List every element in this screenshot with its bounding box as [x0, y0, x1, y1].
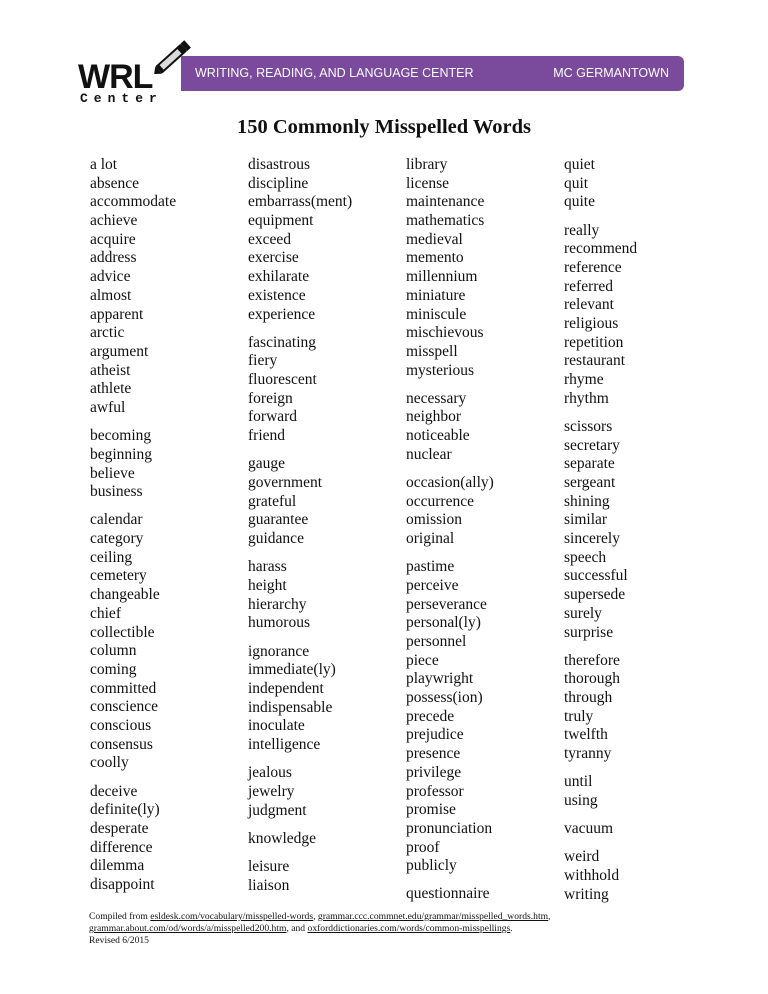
footer-separator: , and: [286, 923, 308, 934]
word-item: acquire: [90, 230, 136, 248]
word-item: gauge: [248, 455, 286, 473]
word-column-4: [564, 156, 637, 904]
word-item: guidance: [248, 530, 304, 548]
word-item: dilemma: [90, 857, 145, 875]
word-item: personnel: [406, 633, 467, 650]
word-item: embarrass(ment): [248, 193, 353, 211]
footer-separator: ,: [313, 911, 318, 922]
word-item: relevant: [564, 296, 614, 314]
word-item: changeable: [90, 586, 160, 604]
word-item: questionnaire: [406, 885, 490, 903]
word-item: omission: [406, 511, 462, 529]
word-item: successful: [564, 567, 628, 585]
word-item: indispensable: [248, 698, 333, 716]
word-item: restaurant: [564, 352, 626, 370]
word-item: humorous: [248, 614, 310, 632]
banner-campus: MC GERMANTOWN: [553, 66, 669, 80]
source-link-oxford[interactable]: oxforddictionaries.com/words/common-misspellings: [307, 923, 511, 934]
word-item: writing: [564, 885, 609, 903]
word-item: column: [90, 642, 137, 660]
word-item: memento: [406, 249, 464, 267]
word-item: hierarchy: [248, 595, 307, 613]
word-item: surely: [564, 604, 602, 622]
word-item: becoming: [90, 427, 152, 445]
word-item: sergeant: [564, 474, 616, 491]
word-item: occurrence: [406, 492, 474, 510]
word-item: truly: [564, 707, 594, 725]
word-item: prejudice: [406, 726, 464, 744]
word-item: harass: [248, 558, 287, 576]
word-item: recommend: [564, 240, 638, 258]
word-item: misspell: [406, 342, 458, 360]
word-item: vacuum: [564, 820, 614, 838]
word-item: collectible: [90, 623, 155, 641]
word-item: jewelry: [248, 782, 295, 800]
word-item: believe: [90, 464, 135, 482]
word-item: speech: [564, 548, 607, 566]
word-item: calendar: [90, 511, 143, 529]
word-item: professor: [406, 782, 464, 800]
revision-date: Revised 6/2015: [89, 935, 149, 946]
word-item: weird: [564, 848, 600, 866]
word-item: separate: [564, 455, 615, 473]
header-banner: [181, 56, 684, 91]
source-link-grammar-ccc[interactable]: grammar.ccc.commnet.edu/grammar/misspelled_words.htm: [317, 911, 549, 922]
word-item: medieval: [406, 230, 463, 248]
word-item: shining: [564, 492, 610, 510]
word-item: mathematics: [406, 212, 485, 230]
word-item: maintenance: [406, 193, 485, 211]
word-item: exercise: [248, 249, 299, 267]
word-item: repetition: [564, 333, 624, 351]
word-item: religious: [564, 315, 619, 332]
word-item: ceiling: [90, 548, 133, 566]
word-item: fluorescent: [248, 371, 317, 389]
word-item: address: [90, 249, 137, 267]
word-item: publicly: [406, 857, 457, 875]
word-item: really: [564, 221, 600, 239]
word-item: conscious: [90, 716, 152, 734]
word-item: scissors: [564, 417, 613, 435]
word-item: quit: [564, 174, 589, 192]
word-item: government: [248, 474, 323, 491]
word-column-2: [248, 156, 352, 895]
word-item: mischievous: [406, 324, 484, 342]
word-item: disappoint: [90, 875, 155, 893]
word-item: nuclear: [406, 445, 452, 463]
word-item: accommodate: [90, 193, 177, 211]
word-item: almost: [90, 286, 132, 304]
word-item: category: [90, 530, 144, 548]
word-item: immediate(ly): [248, 661, 336, 679]
word-column-3: [406, 156, 494, 904]
source-link-grammar-about[interactable]: grammar.about.com/od/words/a/misspelled200.htm: [89, 923, 287, 934]
word-item: height: [248, 576, 287, 594]
word-column-1: [90, 156, 176, 895]
word-item: noticeable: [406, 427, 470, 445]
word-item: until: [564, 773, 593, 791]
word-item: rhyme: [564, 371, 604, 389]
word-item: coolly: [90, 754, 129, 772]
word-item: neighbor: [406, 408, 462, 426]
footer-credits: [89, 911, 709, 947]
word-item: consensus: [90, 735, 153, 753]
word-item: promise: [406, 801, 456, 819]
word-item: exhilarate: [248, 268, 310, 286]
word-item: piece: [406, 651, 439, 669]
word-item: definite(ly): [90, 801, 160, 819]
word-item: necessary: [406, 389, 467, 407]
word-item: friend: [248, 427, 286, 445]
word-item: athlete: [90, 380, 132, 398]
word-item: jealous: [248, 764, 292, 782]
word-item: experience: [248, 305, 316, 323]
word-item: fascinating: [248, 333, 317, 351]
word-item: awful: [90, 398, 126, 416]
word-item: sincerely: [564, 530, 620, 548]
word-item: beginning: [90, 445, 152, 463]
word-item: therefore: [564, 651, 620, 669]
word-item: proof: [406, 838, 440, 856]
word-item: withhold: [564, 867, 620, 885]
word-item: liaison: [248, 876, 290, 894]
word-item: secretary: [564, 436, 620, 454]
word-item: pronunciation: [406, 819, 493, 837]
word-item: inoculate: [248, 717, 305, 735]
word-item: achieve: [90, 212, 138, 230]
word-item: library: [406, 156, 448, 173]
footer-suffix: .: [510, 923, 513, 934]
word-item: reference: [564, 258, 622, 276]
word-item: guarantee: [248, 511, 309, 529]
word-item: a lot: [90, 156, 118, 173]
word-item: discipline: [248, 174, 309, 192]
word-item: argument: [90, 342, 149, 360]
footer-prefix: Compiled from: [89, 911, 151, 922]
word-item: tyranny: [564, 745, 612, 763]
wrl-logo: [78, 38, 198, 108]
word-item: independent: [248, 679, 324, 697]
word-item: playwright: [406, 670, 474, 688]
word-item: using: [564, 792, 598, 809]
word-item: quiet: [564, 156, 595, 173]
word-item: possess(ion): [406, 689, 483, 707]
word-item: desperate: [90, 819, 149, 837]
word-item: miniscule: [406, 305, 467, 323]
page-title: 150 Commonly Misspelled Words: [236, 116, 532, 138]
banner-center-name: WRITING, READING, AND LANGUAGE CENTER: [195, 66, 474, 80]
logo-wrl-text: WRL: [78, 58, 153, 96]
word-item: pastime: [406, 558, 455, 576]
word-item: precede: [406, 707, 455, 725]
word-item: apparent: [90, 305, 144, 323]
word-item: conscience: [90, 698, 158, 716]
word-item: leisure: [248, 857, 290, 875]
word-item: atheist: [90, 361, 131, 379]
word-item: privilege: [406, 763, 462, 781]
word-item: original: [406, 530, 455, 548]
word-item: intelligence: [248, 735, 321, 753]
word-item: existence: [248, 286, 306, 304]
word-item: absence: [90, 174, 140, 192]
word-item: cemetery: [90, 567, 147, 585]
word-item: license: [406, 174, 450, 192]
word-item: difference: [90, 838, 153, 856]
word-item: quite: [564, 193, 595, 211]
word-item: ignorance: [248, 642, 310, 660]
word-item: knowledge: [248, 829, 317, 847]
word-item: committed: [90, 679, 157, 697]
word-item: foreign: [248, 389, 293, 407]
word-item: millennium: [406, 268, 478, 286]
word-item: business: [90, 483, 143, 501]
word-item: surprise: [564, 623, 614, 641]
word-item: arctic: [90, 324, 125, 342]
word-item: exceed: [248, 230, 292, 248]
word-item: twelfth: [564, 726, 608, 744]
word-item: perceive: [406, 576, 459, 594]
source-link-esldesk[interactable]: esldesk.com/vocabulary/misspelled-words: [150, 911, 314, 922]
word-item: advice: [90, 268, 131, 286]
word-item: equipment: [248, 212, 314, 230]
word-item: referred: [564, 277, 614, 295]
word-item: thorough: [564, 670, 620, 688]
footer-sources: [89, 911, 709, 935]
word-item: miniature: [406, 286, 466, 304]
footer-separator: ,: [548, 911, 551, 922]
word-item: similar: [564, 511, 608, 529]
word-item: grateful: [248, 492, 297, 510]
word-item: forward: [248, 408, 298, 426]
word-item: judgment: [248, 801, 307, 819]
word-item: supersede: [564, 586, 626, 604]
word-item: disastrous: [248, 156, 310, 173]
word-item: personal(ly): [406, 614, 481, 632]
word-item: coming: [90, 660, 137, 678]
word-item: presence: [406, 745, 461, 763]
word-item: mysterious: [406, 361, 475, 379]
word-item: perseverance: [406, 595, 487, 613]
word-item: through: [564, 689, 613, 707]
logo-center-text: Center: [80, 91, 163, 106]
word-item: rhythm: [564, 389, 609, 407]
word-item: occasion(ally): [406, 474, 494, 491]
word-item: deceive: [90, 782, 138, 800]
word-item: chief: [90, 604, 121, 622]
word-item: fiery: [248, 352, 278, 370]
